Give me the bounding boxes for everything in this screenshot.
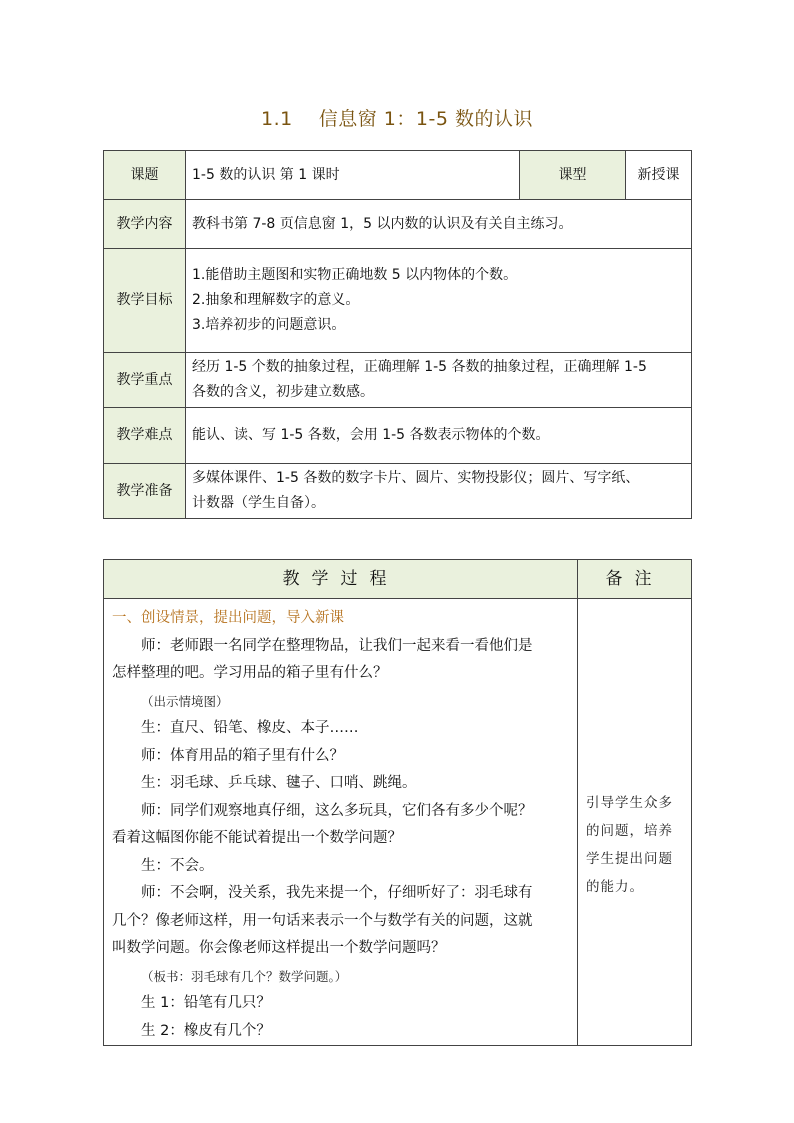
dialogue-line: 生 1：铅笔有几只？	[141, 995, 271, 1011]
section-heading: 一、创设情景，提出问题，导入新课	[112, 610, 344, 626]
goal-item: 1.能借助主题图和实物正确地数 5 以内物体的个数。	[192, 267, 518, 283]
goals-value	[186, 249, 692, 353]
note-line: 的能力。	[586, 879, 644, 895]
dialogue-line: 叫数学问题。你会像老师这样提出一个数学问题吗？	[112, 940, 446, 956]
note-text	[578, 789, 691, 901]
dialogue-line: 生：羽毛球、乒乓球、毽子、口哨、跳绳。	[141, 775, 417, 791]
difficulty-value: 能认、读、写 1-5 各数，会用 1-5 各数表示物体的个数。	[186, 408, 692, 464]
type-value: 新授课	[626, 151, 692, 200]
prep-value	[186, 464, 692, 519]
prep-line: 计数器（学生自备）。	[192, 495, 325, 511]
notes-cell	[578, 599, 692, 1046]
teaching-process-table	[103, 559, 692, 1046]
dialogue-line: 生：不会。	[141, 857, 214, 874]
dialogue-lines	[112, 633, 569, 1046]
process-header-row	[104, 560, 692, 599]
key-label: 教学重点	[104, 353, 186, 408]
prep-label: 教学准备	[104, 464, 186, 519]
dialogue-line: （出示情境图）	[141, 693, 229, 709]
topic-value: 1-5 数的认识 第 1 课时	[186, 151, 520, 200]
dialogue-line: （板书：羽毛球有几个？数学问题。）	[141, 968, 348, 984]
dialogue-line: 怎样整理的吧。学习用品的箱子里有什么？	[112, 665, 388, 681]
dialogue-line: 师：同学们观察地真仔细，这么多玩具，它们各有多少个呢？	[141, 802, 533, 819]
key-row	[104, 353, 692, 408]
key-line: 各数的含义，初步建立数感。	[192, 384, 374, 400]
prep-row	[104, 464, 692, 519]
dialogue-line: 看着这幅图你能不能试着提出一个数学问题？	[112, 830, 402, 846]
dialogue-line: 师：体育用品的箱子里有什么？	[141, 747, 344, 764]
process-header: 教学过程	[104, 560, 578, 599]
type-label: 课型	[520, 151, 626, 200]
title-text: 信息窗 1：1-5 数的认识	[318, 108, 533, 130]
dialogue-line: 师：不会啊，没关系，我先来提一个，仔细听好了：羽毛球有	[141, 885, 533, 901]
difficulty-row	[104, 408, 692, 464]
note-line: 学生提出问题	[586, 851, 673, 867]
topic-label: 课题	[104, 151, 186, 200]
goals-label: 教学目标	[104, 249, 186, 353]
dialogue-line: 生：直尺、铅笔、橡皮、本子……	[141, 720, 359, 736]
process-body-row	[104, 599, 692, 1046]
key-value	[186, 353, 692, 408]
key-line: 经历 1-5 个数的抽象过程，正确理解 1-5 各数的抽象过程，正确理解 1-5	[192, 359, 647, 375]
content-value: 教科书第 7-8 页信息窗 1，5 以内数的认识及有关自主练习。	[186, 200, 692, 249]
page-title	[0, 104, 794, 131]
content-label: 教学内容	[104, 200, 186, 249]
prep-line: 多媒体课件、1-5 各数的数字卡片、圆片、实物投影仪；圆片、写字纸、	[192, 470, 640, 486]
topic-row	[104, 151, 692, 200]
goal-item: 2.抽象和理解数字的意义。	[192, 292, 360, 308]
dialogue-line: 生 2：橡皮有几个？	[141, 1022, 271, 1039]
lesson-info-table	[103, 150, 692, 519]
notes-header: 备注	[578, 560, 692, 599]
section-number: 1.1	[261, 108, 293, 130]
dialogue-line: 几个？像老师这样，用一句话来表示一个与数学有关的问题，这就	[112, 912, 533, 929]
dialogue-line: 师：老师跟一名同学在整理物品，让我们一起来看一看他们是	[141, 637, 533, 654]
goal-item: 3.培养初步的问题意识。	[192, 317, 346, 333]
note-line: 的问题，培养	[586, 823, 673, 839]
process-body	[104, 599, 578, 1046]
content-row	[104, 200, 692, 249]
difficulty-label: 教学难点	[104, 408, 186, 464]
goals-row	[104, 249, 692, 353]
note-line: 引导学生众多	[586, 795, 673, 811]
